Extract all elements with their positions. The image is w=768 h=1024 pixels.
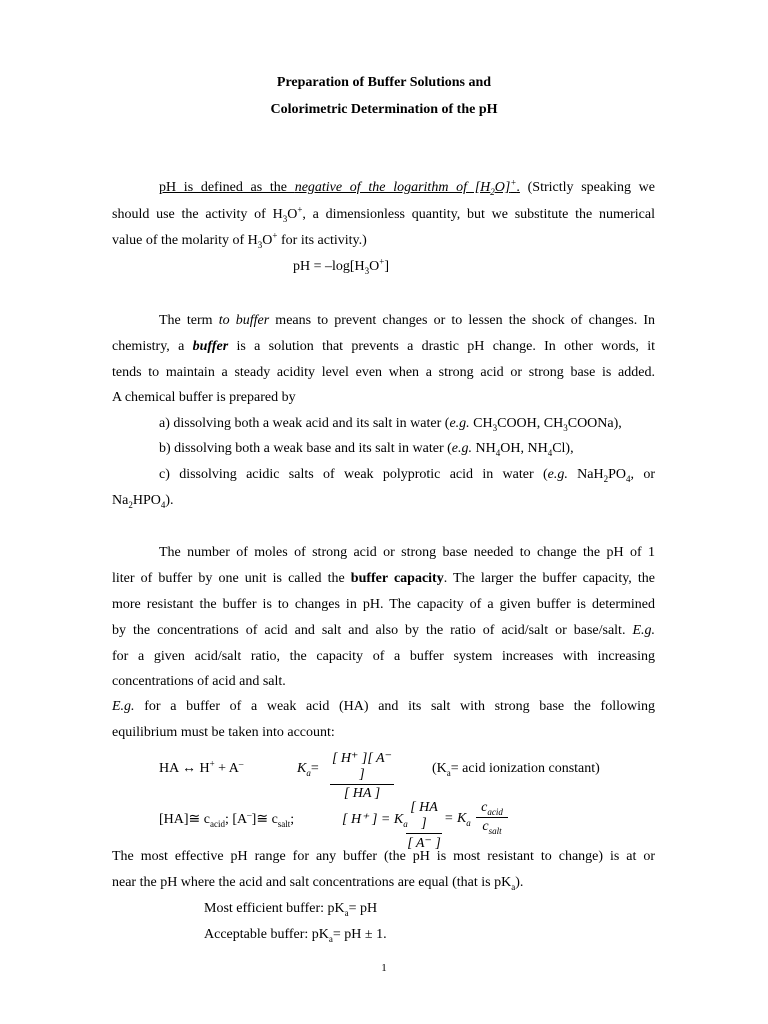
p2-c5: PO bbox=[608, 467, 627, 482]
list-item-c-cont bbox=[112, 492, 174, 510]
equals-ka bbox=[444, 811, 471, 827]
para2-line4: A chemical buffer is prepared by bbox=[112, 390, 296, 405]
concentration-approx bbox=[159, 811, 294, 828]
p2-l1c: means to prevent changes or to lessen the shock of changes. In bbox=[269, 313, 655, 328]
frac3-numerator: c bbox=[481, 800, 488, 815]
para1-line1 bbox=[159, 179, 655, 197]
ph-eq-a: pH = –log[H bbox=[293, 259, 365, 274]
p1-l3c: O bbox=[262, 233, 273, 248]
p2-l1b: to buffer bbox=[218, 313, 270, 328]
p2-b7: Cl), bbox=[552, 441, 574, 456]
eq-k: = K bbox=[444, 811, 467, 826]
title-line-1: Preparation of Buffer Solutions and bbox=[276, 75, 492, 90]
ka-note-b: a bbox=[446, 767, 451, 778]
para3-line7 bbox=[112, 698, 655, 716]
para2-line2 bbox=[112, 338, 655, 356]
ph-eq-d: + bbox=[379, 256, 385, 267]
frac2-numerator: [ HA ] bbox=[410, 800, 438, 831]
p4-l2c: ). bbox=[515, 875, 524, 890]
conc-c: ; [A bbox=[225, 812, 248, 827]
eq1-mid: + A bbox=[214, 761, 239, 776]
p2-a3: CH bbox=[469, 416, 493, 431]
eq1-plus: + bbox=[209, 758, 215, 769]
p2-l2b: buffer bbox=[192, 339, 229, 354]
para3-line8: equilibrium must be taken into account: bbox=[112, 725, 335, 740]
p2-b2: e.g. bbox=[451, 441, 472, 456]
ka-note-c: = acid ionization constant) bbox=[450, 761, 600, 776]
p3-l2b: buffer capacity bbox=[350, 571, 444, 586]
para3-line4 bbox=[112, 622, 655, 640]
p2-l2c: is a solution that prevents a drastic pH change. In other words, it bbox=[228, 339, 655, 354]
p1-b: negative of the logarithm of [H bbox=[294, 180, 491, 195]
p2-a6: 3 bbox=[563, 422, 568, 433]
list-item-c bbox=[159, 466, 655, 484]
p1-l3e: for its activity.) bbox=[277, 233, 367, 248]
p2-c4: 2 bbox=[603, 473, 609, 484]
ka-note bbox=[432, 761, 600, 777]
p4-l2a: near the pH where the acid and salt concentrations are equal (that is pK bbox=[112, 875, 512, 890]
p4-l4a: Acceptable buffer: pK bbox=[204, 927, 329, 942]
para2-line1 bbox=[159, 312, 655, 330]
p2-c2: e.g. bbox=[547, 467, 568, 482]
p2-d4: 4 bbox=[160, 499, 166, 510]
ka-denominator: [ HA ] bbox=[343, 786, 381, 801]
p4-l3a: Most efficient buffer: pK bbox=[204, 901, 345, 916]
p2-d2: 2 bbox=[128, 499, 133, 510]
p3-l2c: . The larger the buffer capacity, the bbox=[443, 571, 655, 586]
p2-b4: 4 bbox=[495, 447, 501, 458]
p1-e: + bbox=[510, 177, 517, 188]
title-line-2: Colorimetric Determination of the pH bbox=[270, 102, 498, 117]
p4-l4c: = pH ± 1. bbox=[332, 927, 387, 942]
conc-g: ; bbox=[290, 812, 295, 827]
para3-line5: for a given acid/salt ratio, the capacity of a buffer system increases with increasing bbox=[112, 649, 655, 664]
p2-c7: , or bbox=[630, 467, 655, 482]
para3-line3: more resistant the buffer is to changes in pH. The capacity of a given buffer is determined bbox=[112, 597, 655, 612]
p4-l4b: a bbox=[328, 933, 333, 944]
p1-f: . bbox=[516, 180, 520, 195]
p3-l2a: liter of buffer by one unit is called the bbox=[112, 571, 351, 586]
para3-line1: The number of moles of strong acid or strong base needed to change the pH of 1 bbox=[159, 545, 655, 560]
p2-l1a: The term bbox=[159, 313, 219, 328]
p2-l2a: chemistry, a bbox=[112, 339, 193, 354]
p3-l4b: E.g. bbox=[632, 623, 655, 638]
h-sub: a bbox=[403, 818, 408, 829]
underlined-definition bbox=[159, 177, 520, 197]
p2-a4: 3 bbox=[492, 422, 498, 433]
ph-eq-b: 3 bbox=[364, 265, 370, 276]
p1-l2d: + bbox=[297, 204, 303, 215]
eq1-minus: – bbox=[238, 758, 244, 769]
p4-l2b: a bbox=[511, 881, 516, 892]
list-item-a bbox=[159, 415, 622, 433]
p2-c6: 4 bbox=[626, 473, 631, 484]
p3-l7b: for a buffer of a weak acid (HA) and its salt with strong base the following bbox=[134, 699, 655, 714]
most-efficient-buffer bbox=[204, 900, 377, 918]
p2-c3: NaH bbox=[567, 467, 604, 482]
ka-k: K bbox=[297, 761, 307, 776]
para4-line1: The most effective pH range for any buffer (the pH is most resistant to change) is at or bbox=[112, 849, 655, 864]
ha-a-fraction bbox=[406, 800, 442, 852]
ka-symbol bbox=[297, 761, 319, 777]
p1-l2e: , a dimensionless quantity, but we substitute the numerical bbox=[302, 207, 655, 222]
h-left: [ H⁺ ] = K bbox=[342, 812, 404, 827]
conc-b: acid bbox=[210, 818, 225, 829]
para3-line6: concentrations of acid and salt. bbox=[112, 674, 286, 689]
eq1-left: HA ↔ H bbox=[159, 761, 210, 776]
ph-equation bbox=[293, 258, 389, 276]
ka-equals: = bbox=[310, 761, 319, 776]
p2-b3: NH bbox=[472, 441, 496, 456]
p4-l3c: = pH bbox=[348, 901, 378, 916]
p2-c1: c) dissolving acidic salts of weak polyprotic acid in water ( bbox=[159, 467, 548, 482]
p1-d: O] bbox=[494, 180, 511, 195]
acceptable-buffer bbox=[204, 926, 387, 944]
p1-c: 2 bbox=[490, 186, 495, 197]
eq-k-sub: a bbox=[466, 817, 471, 828]
para3-line2 bbox=[112, 570, 655, 588]
fraction-bar bbox=[330, 784, 394, 785]
p1-l2b: 3 bbox=[282, 213, 288, 224]
conc-d: – bbox=[247, 809, 252, 820]
ka-numerator: [ H⁺ ][ A⁻ ] bbox=[331, 751, 393, 782]
conc-f: salt bbox=[277, 818, 291, 829]
para2-line3: tends to maintain a steady acidity level even when a strong acid or strong base is added. bbox=[112, 365, 655, 380]
p3-l7a: E.g. bbox=[112, 699, 135, 714]
p2-b6: 4 bbox=[547, 447, 553, 458]
p2-a2: e.g. bbox=[449, 416, 470, 431]
list-item-b bbox=[159, 440, 574, 458]
p1-l3a: value of the molarity of H bbox=[112, 233, 258, 248]
para1-line3 bbox=[112, 232, 367, 250]
ka-fraction bbox=[330, 750, 394, 802]
p4-l3b: a bbox=[344, 907, 349, 918]
page-number: 1 bbox=[381, 962, 387, 974]
conc-e: ]≅ c bbox=[251, 812, 278, 827]
p2-b1: b) dissolving both a weak base and its salt in water ( bbox=[159, 441, 452, 456]
ph-eq-e: ] bbox=[384, 259, 390, 274]
equilibrium-equation bbox=[159, 758, 244, 777]
conc-a: [HA]≅ c bbox=[159, 812, 210, 827]
frac3-numerator-sub: acid bbox=[487, 806, 503, 817]
fraction-bar-3 bbox=[476, 817, 508, 818]
p1-a: pH is defined as the bbox=[159, 180, 295, 195]
ph-eq-c: O bbox=[369, 259, 380, 274]
p2-d3: HPO bbox=[132, 493, 161, 508]
p2-a7: COONa), bbox=[567, 416, 622, 431]
p1-l3d: + bbox=[272, 230, 278, 241]
frac3-denominator: c bbox=[482, 819, 489, 834]
ka-note-a: (K bbox=[432, 761, 447, 776]
c-ratio-fraction bbox=[476, 800, 508, 835]
h-conc-equation bbox=[342, 811, 408, 828]
para1-line2 bbox=[112, 206, 655, 224]
p2-a5: COOH, CH bbox=[497, 416, 564, 431]
p1-l2a: should use the activity of H bbox=[112, 207, 283, 222]
frac3-denominator-sub: salt bbox=[488, 825, 502, 836]
fraction-bar-2 bbox=[406, 833, 442, 834]
p3-l4a: by the concentrations of acid and salt and also by the ratio of acid/salt or base/salt. bbox=[112, 623, 633, 638]
p1-l2c: O bbox=[287, 207, 298, 222]
p2-a1: a) dissolving both a weak acid and its salt in water ( bbox=[159, 416, 450, 431]
ka-sub: a bbox=[306, 767, 311, 778]
p1-g: (Strictly speaking we bbox=[519, 180, 655, 195]
p2-d5: ). bbox=[165, 493, 174, 508]
frac2-denominator: [ A⁻ ] bbox=[407, 836, 441, 851]
p2-b5: OH, NH bbox=[500, 441, 548, 456]
p2-d1: Na bbox=[112, 493, 129, 508]
para4-line2 bbox=[112, 874, 523, 892]
p1-l3b: 3 bbox=[257, 239, 263, 250]
